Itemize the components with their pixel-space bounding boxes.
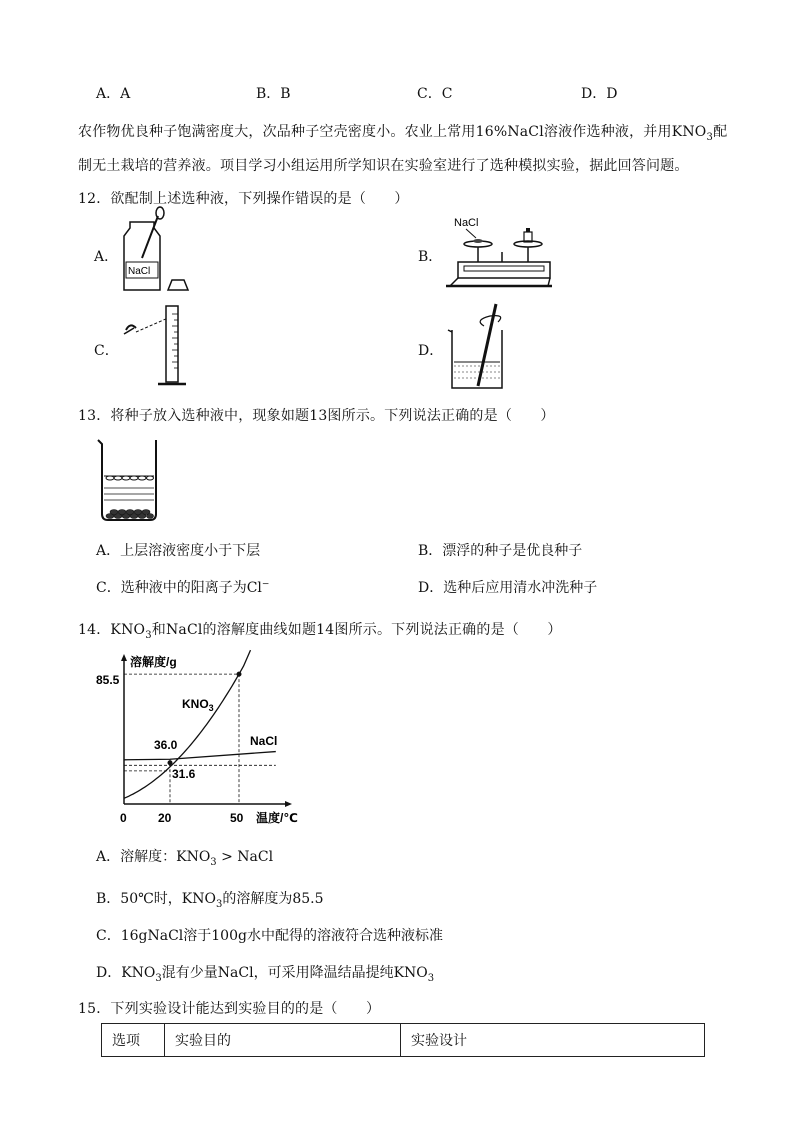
x-tick-50: 50 bbox=[230, 811, 244, 825]
x-axis-arrow bbox=[285, 801, 292, 807]
y-axis-label: 溶解度/g bbox=[130, 655, 177, 669]
table-header-cell: 实验设计 bbox=[401, 1024, 705, 1057]
kno3-50-point bbox=[237, 672, 242, 677]
q12-label-b: B． bbox=[418, 249, 443, 265]
q12-stem: 12．欲配制上述选种液，下列操作错误的是（ ） bbox=[78, 191, 409, 207]
intro-line-1: 农作物优良种子饱满密度大，次品种子空壳密度小。农业上常用16%NaCl溶液作选种液，并用$KNO_3$配 bbox=[78, 124, 728, 143]
q13-option-d: D．选种后应用清水冲洗种子 bbox=[418, 580, 598, 596]
q11-option-c: C．C bbox=[417, 86, 453, 102]
q14-stem: 14．$KNO_3$和NaCl的溶解度曲线如题14图所示。下列说法正确的是（ ） bbox=[78, 622, 562, 641]
q12-figure-a-label: NaCl bbox=[128, 266, 151, 277]
x-axis-label: 温度/℃ bbox=[256, 811, 298, 825]
q12-label-c: C． bbox=[94, 343, 119, 359]
table-header-cell: 选项 bbox=[102, 1024, 165, 1057]
annotation-36-0: 36.0 bbox=[154, 738, 178, 752]
annotation-31-6: 31.6 bbox=[172, 767, 196, 781]
q13-option-a: A．上层溶液密度小于下层 bbox=[96, 543, 261, 559]
q14-option-a: A．溶解度：$KNO_3$ > NaCl bbox=[96, 849, 274, 868]
q11-option-d: D．D bbox=[581, 86, 618, 102]
q12-figure-c-cylinder bbox=[118, 300, 198, 388]
q12-figure-b-balance bbox=[444, 212, 554, 292]
table-header-row bbox=[102, 1024, 705, 1057]
intro-line-2: 制无土栽培的营养液。项目学习小组运用所学知识在实验室进行了选种模拟实验，据此回答问题。 bbox=[78, 158, 689, 174]
series-label-nacl: NaCl bbox=[250, 734, 278, 748]
q12-label-a: A． bbox=[94, 249, 119, 265]
table-header-cell: 实验目的 bbox=[165, 1024, 401, 1057]
q15-table bbox=[101, 1023, 705, 1057]
q14-option-b: B．50℃时，$KNO_3$的溶解度为85.5 bbox=[96, 891, 324, 910]
q13-option-b: B．漂浮的种子是优良种子 bbox=[418, 543, 583, 559]
q12-label-d: D． bbox=[418, 343, 444, 359]
q12-figure-d-beaker-stirring bbox=[444, 300, 524, 392]
q12-figure-a-reagent-bottle bbox=[118, 208, 198, 296]
q14-solubility-chart bbox=[96, 650, 316, 830]
q14-option-d: D．$KNO_3$混有少量NaCl，可采用降温结晶提纯$KNO_3$ bbox=[96, 965, 435, 984]
q11-option-b: B．B bbox=[256, 86, 291, 102]
series-label-kno3: $KNO_3$ bbox=[182, 697, 214, 713]
y-axis-arrow bbox=[121, 654, 127, 661]
q13-figure-beaker-seeds bbox=[94, 436, 164, 524]
q13-stem: 13．将种子放入选种液中，现象如题13图所示。下列说法正确的是（ ） bbox=[78, 408, 555, 424]
annotation-85-5: 85.5 bbox=[96, 673, 120, 687]
x-tick-20: 20 bbox=[158, 811, 172, 825]
q11-option-a: A．A bbox=[96, 86, 131, 102]
nacl-curve bbox=[124, 752, 276, 760]
q15-stem: 15．下列实验设计能达到实验目的的是（ ） bbox=[78, 1001, 381, 1017]
intersection-point bbox=[168, 760, 173, 765]
x-tick-0: 0 bbox=[120, 811, 127, 825]
q12-figure-b-label: NaCl bbox=[454, 217, 479, 229]
q13-option-c: C．选种液中的阳离子为Cl− bbox=[96, 579, 270, 596]
q14-option-c: C．16gNaCl溶于100g水中配得的溶液符合选种液标准 bbox=[96, 928, 443, 944]
